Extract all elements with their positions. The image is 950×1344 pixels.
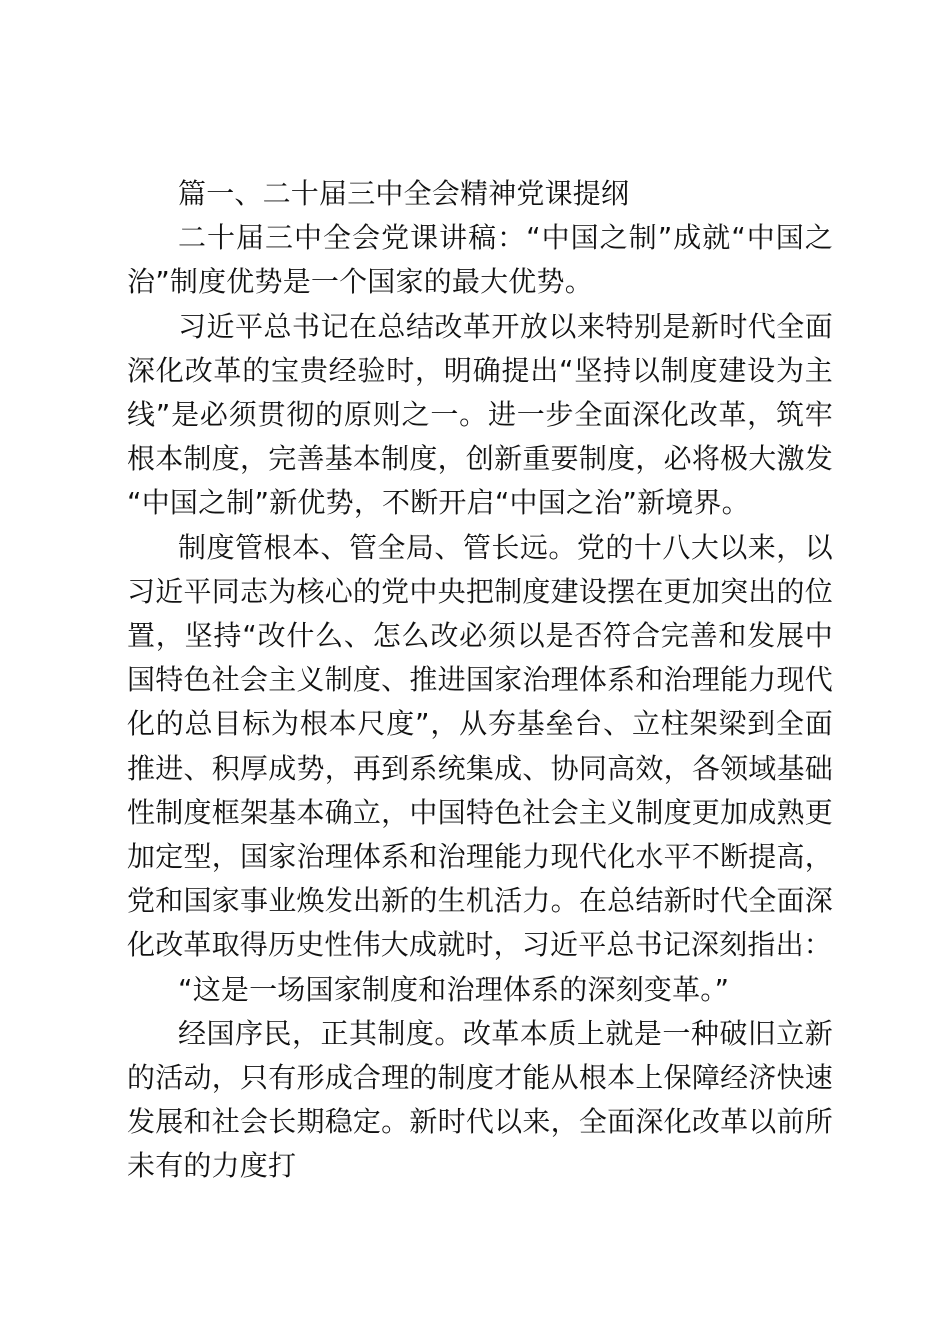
paragraph-2: 习近平总书记在总结改革开放以来特别是新时代全面深化改革的宝贵经验时，明确提出“坚持以制度建设为主线”是必须贯彻的原则之一。进一步全面深化改革，筑牢根本制度，完善基本制度，创新重要制度，必将极大激发“中国之制”新优势，不断开启“中国之治”新境界。: [127, 309, 833, 520]
paragraph-4-quote: “这是一场国家制度和治理体系的深刻变革。”: [178, 972, 730, 1006]
document-heading: 篇一、二十届三中全会精神党课提纲: [178, 177, 630, 210]
paragraph-5: 经国序民，正其制度。改革本质上就是一种破旧立新的活动，只有形成合理的制度才能从根本上保障经济快速发展和社会长期稳定。新时代以来，全面深化改革以前所未有的力度打: [127, 1016, 833, 1183]
paragraph-3: 制度管根本、管全局、管长远。党的十八大以来，以习近平同志为核心的党中央把制度建设摆在更加突出的位置，坚持“改什么、怎么改必须以是否符合完善和发展中国特色社会主义制度、推进国家治理体系和治理能力现代化的总目标为根本尺度”，从夯基垒台、立柱架梁到全面推进、积厚成势，再到系统集成、协同高效，各领域基础性制度框架基本确立，中国特色社会主义制度更加成熟更加定型，国家治理体系和治理能力现代化水平不断提高，党和国家事业焕发出新的生机活力。在总结新时代全面深化改革取得历史性伟大成就时，习近平总书记深刻指出：: [127, 530, 833, 962]
paragraph-1: 二十届三中全会党课讲稿：“中国之制”成就“中国之治”制度优势是一个国家的最大优势。: [127, 221, 833, 299]
document-page: [127, 172, 833, 1189]
